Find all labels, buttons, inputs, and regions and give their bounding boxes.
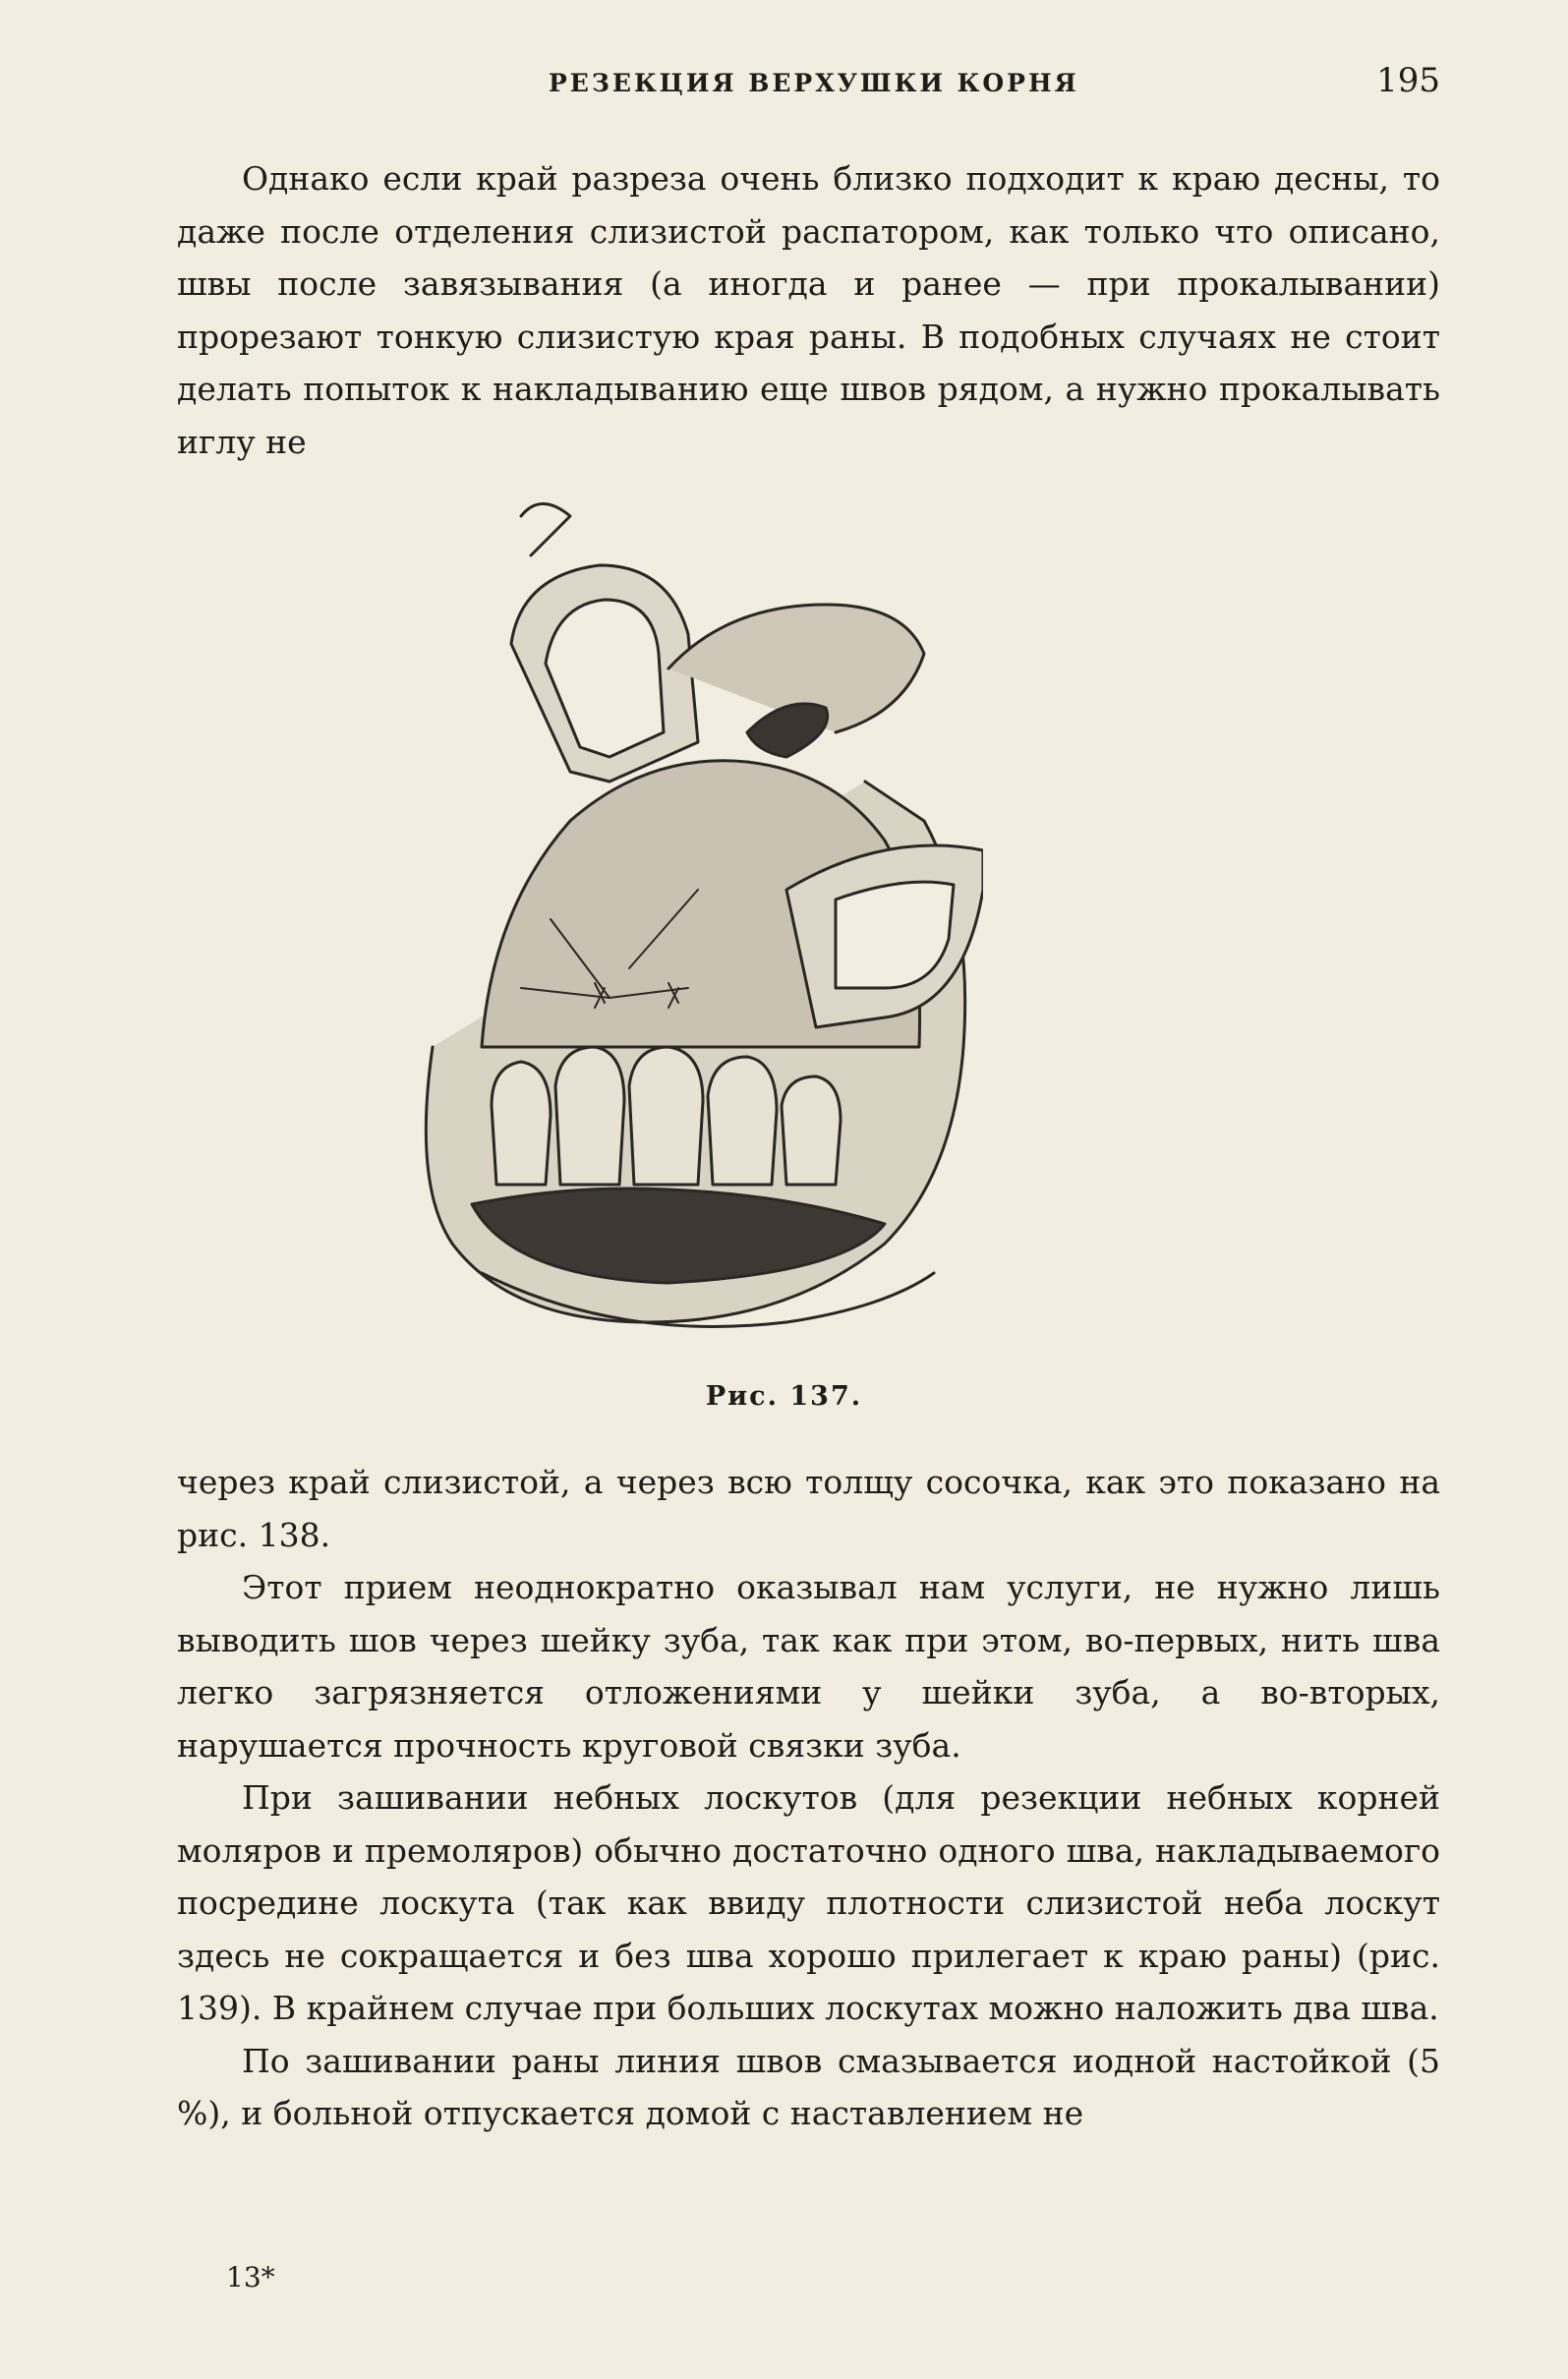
paragraph: Однако если край разреза очень близко подходит к краю десны, то даже после отделения слизистой распатором, как только что описано, швы после завязывания (а иногда и ранее — при прокалывании) прорезают тонкую слизистую края раны. В подобных случаях не стоит делать попыток к накладыванию еще швов рядом, а нужно прокалывать иглу не (177, 159, 1440, 461)
paragraph: По зашивании раны линия швов смазывается иодной настойкой (5 %), и больной отпускается домой с наставлением не (177, 2041, 1440, 2132)
printer-signature: 13* (226, 2261, 275, 2293)
running-title: РЕЗЕКЦИЯ ВЕРХУШКИ КОРНЯ (549, 69, 1079, 97)
paragraph: При зашивании небных лоскутов (для резекции небных корней моляров и премоляров) обычно достаточно одного шва, накладываемого посредине лоскута (так как ввиду плотности слизистой неба лоскут здесь не сокращается и без шва хорошо прилегает к краю раны) (рис. 139). В крайнем случае при больших лоскутах можно наложить два шва. (177, 1778, 1440, 2027)
text-block-bottom (177, 1456, 1440, 2140)
text-block-top (177, 152, 1440, 468)
dental-illustration (374, 496, 983, 1381)
paragraph: Этот прием неоднократно оказывал нам услуги, не нужно лишь выводить шов через шейку зуба, так как при этом, во-первых, нить шва легко загрязняется отложениями у шейки зуба, а во-вторых, нарушается прочность круговой связки зуба. (177, 1568, 1440, 1765)
figure-caption: Рис. 137. (705, 1381, 863, 1412)
page-header (177, 61, 1440, 110)
page-number: 195 (1376, 61, 1440, 100)
paragraph: через край слизистой, а через всю толщу сосочка, как это показано на рис. 138. (177, 1463, 1440, 1554)
